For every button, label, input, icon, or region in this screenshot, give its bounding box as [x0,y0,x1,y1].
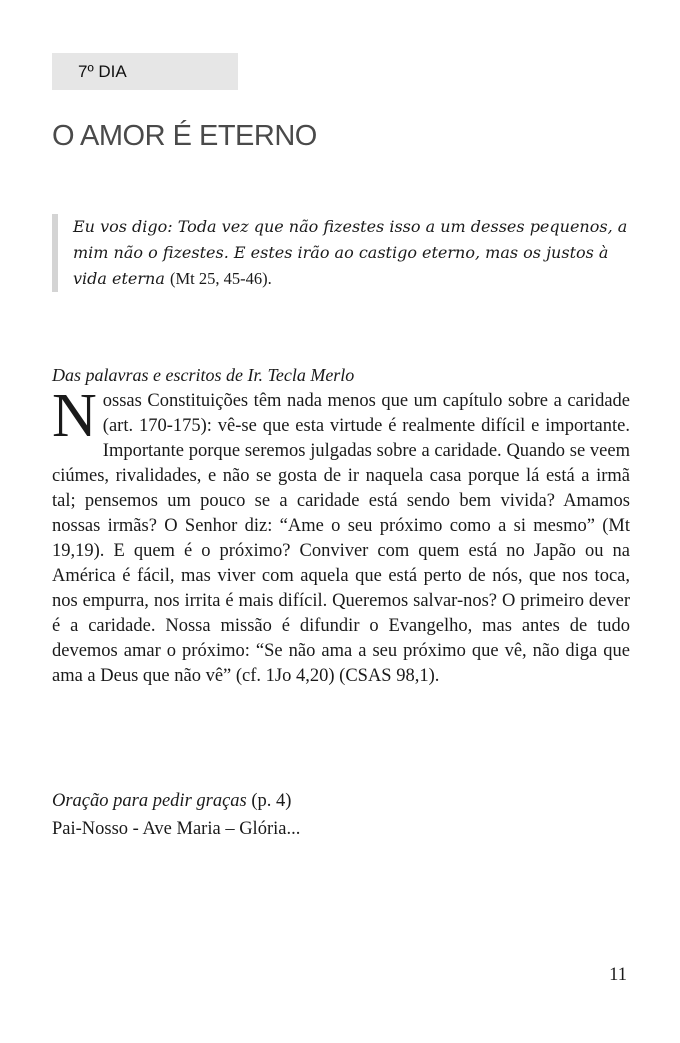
drop-cap: N [52,382,97,450]
meditation-text: ossas Constituições têm nada menos que um capítulo sobre a caridade (art. 170-175): vê-se que esta virtude é realmente difícil e importante. Importante porque seremos julgadas sobre a caridade. Quando se veem ciúmes, rivalidades, e não se gosta de ir naquela casa porque lá está a irmã tal; pensemos um pouco se a caridade está sendo bem vivida? Amamos nossas irmãs? O Senhor diz: “Ame o seu próximo como a si mesmo” (Mt 19,19). E quem é o próximo? Conviver com quem está no Japão ou na América é fácil, mas viver com aquela que está perto de nós, que nos toca, nos empurra, nos irrita é mais difícil. Queremos salvar-nos? O primeiro dever é a caridade. Nossa missão é difundir o Evangelho, mas antes de tudo devemos amar o próximo: “Se não ama a seu próximo que vê, não diga que ama a Deus que não vê” (cf. 1Jo 4,20) (CSAS 98,1). [52,391,630,686]
prayer-list: Pai-Nosso - Ave Maria – Glória... [52,819,301,839]
epigraph-text: Eu vos digo: Toda vez que não fizestes isso a um desses pequenos, a mim não o fizestes. E estes irão ao castigo eterno, mas os justos à vida eterna [73,217,628,288]
day-label: 7º DIA [52,53,238,90]
chapter-title: O AMOR É ETERNO [52,120,317,152]
prayer-label: Oração para pedir graças [52,791,247,811]
epigraph-reference: (Mt 25, 45-46). [169,269,272,288]
prayer-heading [52,789,291,814]
page-number: 11 [609,965,627,985]
epigraph-quote [52,214,632,292]
prayer-page-ref: (p. 4) [251,791,292,811]
source-attribution: Das palavras e escritos de Ir. Tecla Merlo [52,365,355,385]
meditation-body [52,382,630,689]
